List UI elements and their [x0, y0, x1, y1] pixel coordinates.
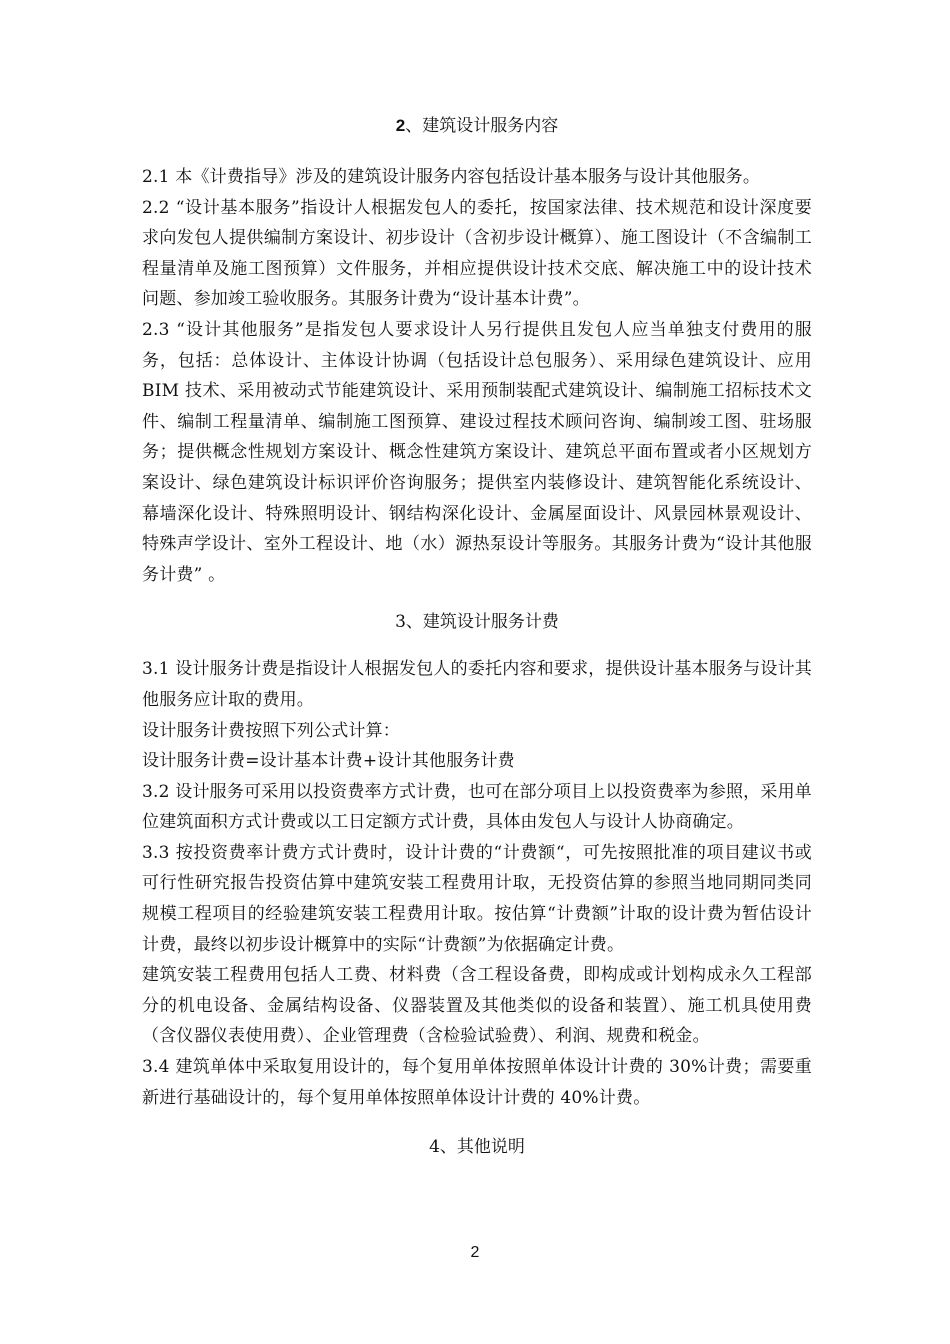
paragraph-2-1: 2.1 本《计费指导》涉及的建筑设计服务内容包括设计基本服务与设计其他服务。 — [142, 167, 761, 187]
section-2-title: 、建筑设计服务内容 — [405, 116, 559, 136]
paragraph-cost-items: 建筑安装工程费用包括人工费、材料费（含工程设备费，即构成或计划构成永久工程部分的机电设备、金属结构设备、仪器装置及其他类似的设备和装置）、施工机具使用费（含仪器仪表使用费）、企业管理费（含检验试验费）、利润、规费和税金。 — [142, 965, 812, 1047]
section-2-number: 2 — [395, 116, 406, 135]
section-3-heading: 3、建筑设计服务计费 — [395, 612, 559, 633]
paragraph-formula: 设计服务计费=设计基本计费+设计其他服务计费 — [142, 751, 515, 772]
paragraph-3-4: 3.4 建筑单体中采取复用设计的，每个复用单体按照单体设计计费的 30%计费；需要重新进行基础设计的，每个复用单体按照单体设计计费的 40%计费。 — [142, 1057, 812, 1108]
section-4-heading: 4、其他说明 — [429, 1137, 525, 1158]
paragraph-3-2: 3.2 设计服务可采用以投资费率方式计费，也可在部分项目上以投资费率为参照，采用单位建筑面积方式计费或以工日定额方式计费，具体由发包人与设计人协商确定。 — [142, 781, 812, 833]
document-body — [142, 112, 812, 1161]
section-2-heading — [142, 112, 812, 140]
paragraph-formula-intro: 设计服务计费按照下列公式计算： — [142, 720, 400, 741]
page-number: 2 — [470, 1244, 480, 1261]
paragraph-2-2: 2.2 “设计基本服务”指设计人根据发包人的委托，按国家法律、技术规范和设计深度要求向发包人提供编制方案设计、初步设计（含初步设计概算）、施工图设计（不含编制工程量清单及施工图预算）文件服务，并相应提供设计技术交底、解决施工中的设计技术问题、参加竣工验收服务。其服务计费为“设计基本计费”。 — [142, 197, 812, 310]
paragraph-2-3: 2.3 “设计其他服务”是指发包人要求设计人另行提供且发包人应当单独支付费用的服务，包括：总体设计、主体设计协调（包括设计总包服务）、采用绿色建筑设计、应用 BIM 技术、采用被动式节能建筑设计、采用预制装配式建筑设计、编制施工招标技术文件、编制工程量清单、编制施工图预算、建设过程技术顾问咨询、编制竣工图、驻场服务；提供概念性规划方案设计、概念性建筑方案设计、建筑总平面布置或者小区规划方案设计、绿色建筑设计标识评价咨询服务；提供室内装修设计、建筑智能化系统设计、幕墙深化设计、特殊照明设计、钢结构深化设计、金属屋面设计、风景园林景观设计、特殊声学设计、室外工程设计、地（水）源热泵设计等服务。其服务计费为“设计其他服务计费” 。 — [142, 319, 812, 585]
paragraph-3-3: 3.3 按投资费率计费方式计费时，设计计费的“计费额“，可先按照批准的项目建议书或可行性研究报告投资估算中建筑安装工程费用计取，无投资估算的参照当地同期同类同规模工程项目的经验建筑安装工程费用计取。按估算“计费额”计取的设计费为暂估设计计费，最终以初步设计概算中的实际“计费额”为依据确定计费。 — [142, 842, 812, 955]
paragraph-3-1: 3.1 设计服务计费是指设计人根据发包人的委托内容和要求，提供设计基本服务与设计其他服务应计取的费用。 — [142, 659, 812, 710]
